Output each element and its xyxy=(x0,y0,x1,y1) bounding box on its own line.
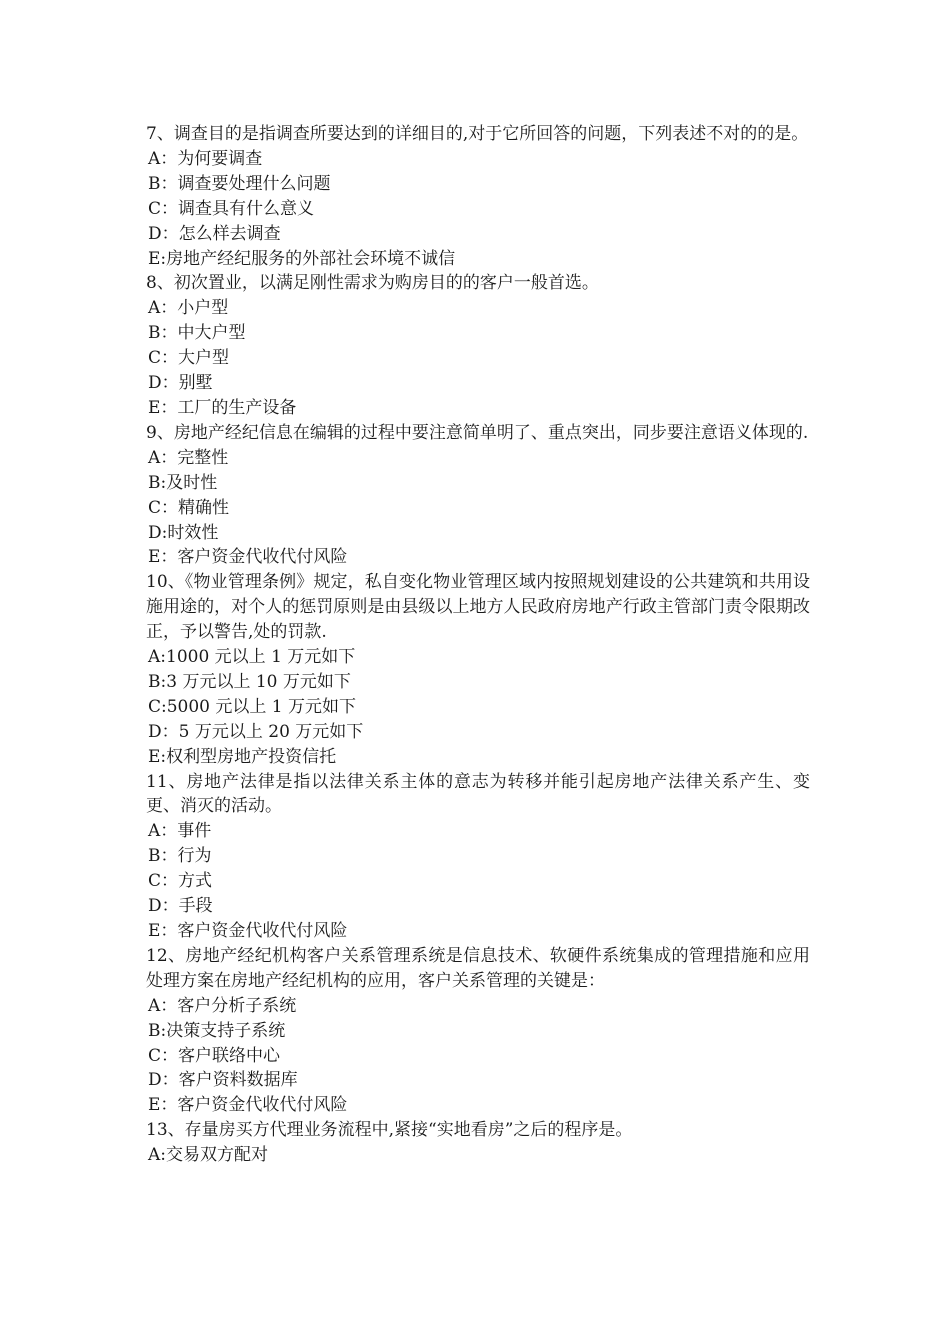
document-page xyxy=(146,122,810,1168)
question-8 xyxy=(146,271,810,420)
option-a: A：完整性 xyxy=(148,447,229,468)
option-a: A：事件 xyxy=(148,821,212,842)
option-c: C：调查具有什么意义 xyxy=(148,198,315,219)
option-e: E：工厂的生产设备 xyxy=(148,397,297,418)
option-c: C：客户联络中心 xyxy=(148,1045,281,1066)
question-10 xyxy=(146,570,810,769)
option-a: A：为何要调查 xyxy=(148,148,263,169)
option-a: A:交易双方配对 xyxy=(148,1145,269,1166)
question-12 xyxy=(146,944,810,1118)
question-text: 8、初次置业，以满足刚性需求为购房目的的客户一般首选。 xyxy=(146,273,599,294)
option-c: C：精确性 xyxy=(148,497,230,518)
option-b: B：行为 xyxy=(148,846,212,867)
option-d: D：5 万元以上 20 万元如下 xyxy=(148,721,364,742)
option-e: E:房地产经纪服务的外部社会环境不诚信 xyxy=(148,248,456,269)
option-c: C：方式 xyxy=(148,871,213,892)
option-d: D：别墅 xyxy=(148,373,213,394)
option-e: E:权利型房地产投资信托 xyxy=(148,746,337,767)
option-c: C：大户型 xyxy=(148,348,230,369)
option-d: D：客户资料数据库 xyxy=(148,1070,298,1091)
option-d: D：手段 xyxy=(148,896,213,917)
option-d: D:时效性 xyxy=(148,522,219,543)
question-text: 10、《物业管理条例》规定，私自变化物业管理区域内按照规划建设的公共建筑和共用设施用途的，对个人的惩罚原则是由县级以上地方人民政府房地产行政主管部门责令限期改正，予以警告,处的罚款. xyxy=(146,572,810,643)
option-b: B:及时性 xyxy=(148,472,218,493)
question-text: 9、房地产经纪信息在编辑的过程中要注意简单明了、重点突出，同步要注意语义体现的. xyxy=(146,422,809,443)
question-7 xyxy=(146,122,810,271)
option-c: C:5000 元以上 1 万元如下 xyxy=(148,696,357,717)
question-text: 11、房地产法律是指以法律关系主体的意志为转移并能引起房地产法律关系产生、变更、消灭的活动。 xyxy=(146,771,810,817)
option-e: E：客户资金代收代付风险 xyxy=(148,547,348,568)
option-a: A：客户分析子系统 xyxy=(148,995,297,1016)
option-b: B：中大户型 xyxy=(148,323,246,344)
question-11 xyxy=(146,770,810,944)
question-text: 13、存量房买方代理业务流程中,紧接“实地看房”之后的程序是。 xyxy=(146,1120,633,1141)
option-e: E：客户资金代收代付风险 xyxy=(148,921,348,941)
option-b: B：调查要处理什么问题 xyxy=(148,173,331,194)
question-9 xyxy=(146,421,810,570)
question-13 xyxy=(146,1118,810,1168)
question-text: 12、房地产经纪机构客户关系管理系统是信息技术、软硬件系统集成的管理措施和应用处理方案在房地产经纪机构的应用，客户关系管理的关键是： xyxy=(146,945,810,991)
option-a: A:1000 元以上 1 万元如下 xyxy=(148,647,356,668)
option-b: B:3 万元以上 10 万元如下 xyxy=(148,671,351,692)
option-a: A：小户型 xyxy=(148,298,229,319)
question-text: 7、调查目的是指调查所要达到的详细目的,对于它所回答的问题，下列表述不对的的是。 xyxy=(146,124,809,144)
option-e: E：客户资金代收代付风险 xyxy=(148,1095,348,1116)
option-d: D：怎么样去调查 xyxy=(148,223,281,244)
option-b: B:决策支持子系统 xyxy=(148,1020,286,1041)
